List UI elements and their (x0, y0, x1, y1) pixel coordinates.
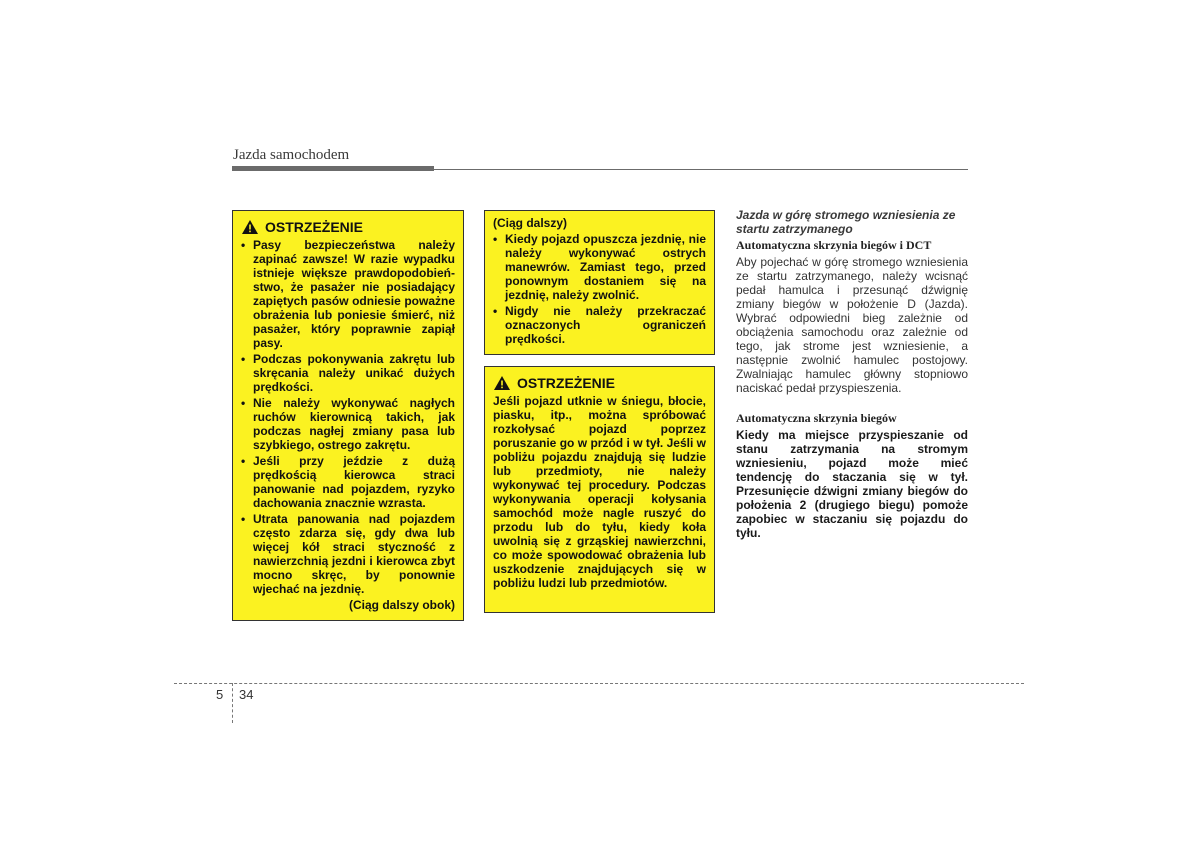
footer-rule (174, 683, 1024, 684)
list-item: • Nigdy nie należy przekraczać oznaczonych ograniczeń prędkości. (493, 304, 706, 346)
footer-vertical-rule (232, 683, 233, 723)
warning-title (493, 375, 706, 391)
subsection-title-auto-dct: Automatyczna skrzynia biegów i DCT (736, 238, 932, 252)
list-item: • Kiedy pojazd opuszcza jezdnię, nie należy wykonywać ostrych manewrów. Zamiast tego, przed ponownym dostaniem się na jezdnię, należy zwolnić. (493, 232, 706, 302)
warning-triangle-icon (493, 375, 511, 391)
section-title: Jazda w górę stromego wzniesienia ze startu zatrzymanego (736, 208, 956, 236)
hill-start-section (736, 208, 968, 540)
continued-header: (Ciąg dalszy) (493, 216, 568, 230)
page-number: 34 (239, 687, 254, 702)
warning-text: Jeśli pojazd utknie w śniegu, błocie, piasku, itp., można spróbować rozkołysać pojazd poprzez poruszanie go w przód i w tył. Jeśli w pobliżu pojazdu znajdują się ludzie lub przedmioty, nie należy wykonywać tej procedury. Podczas wykonywania operacji kołysania samochód może nagle ruszyć do przodu lub do tyłu, kiedy koła uwolnią się z grząskiej nawierzchni, co może spowodować obrażenia lub uszkodzenie znajdujących się w pobliżu ludzi lub przedmiotów. (493, 394, 706, 590)
paragraph-auto-dct: Aby pojechać w górę stromego wzniesienia ze startu zatrzymanego, należy wcisnąć pedał hamulca i przesunąć dźwignię zmiany biegów w położenie D (Jazda). Wybrać odpowiedni bieg zależnie od obciążenia samochodu oraz zależnie od tego, jak strome jest wzniesienie, a następnie zwolnić hamulec postojowy. Zwalniając hamulec główny stopniowo naciskać pedał przyspieszenia. (736, 255, 968, 395)
list-item: • Pasy bezpieczeństwa należy zapinać zawsze! W razie wypadku istnieje większe prawdopodobień-stwo, że pasażer nie posiadający zapiętych pasów odniesie poważne obrażenia lub poniesie śmierć, niż pasażer, który poprawnie zapiął pasy. (241, 238, 455, 350)
warning-list (493, 232, 706, 346)
page-header-title: Jazda samochodem (233, 147, 350, 163)
warning-title (241, 219, 455, 235)
list-item: • Jeśli przy jeździe z dużą prędkością kierowca straci panowanie nad pojazdem, ryzyko dachowania znacznie wzrasta. (241, 454, 455, 510)
warning-box-stuck-vehicle (484, 366, 715, 613)
chapter-number: 5 (216, 687, 224, 702)
warning-box-continued (484, 210, 715, 355)
subsection-title-auto: Automatyczna skrzynia biegów (736, 411, 897, 425)
header-rule-thick (232, 166, 434, 171)
warning-list (241, 238, 455, 596)
warning-title-text: OSTRZEŻENIE (265, 219, 364, 235)
warning-box-seatbelts (232, 210, 464, 621)
list-item: • Podczas pokonywania zakrętu lub skręcania należy unikać dużych prędkości. (241, 352, 455, 394)
warning-title-text: OSTRZEŻENIE (517, 375, 616, 391)
header-rule-thin (434, 169, 968, 170)
list-item: • Nie należy wykonywać nagłych ruchów kierownicą takich, jak podczas nagłej zmiany pasa lub szybkiego, ostrego zakrętu. (241, 396, 455, 452)
continued-note: (Ciąg dalszy obok) (348, 598, 455, 612)
list-item: • Utrata panowania nad pojazdem często zdarza się, gdy dwa lub więcej kół straci styczność z nawierzchnią jezdni i kierowca zbyt mocno skręc, by ponownie wjechać na jezdnię. (241, 512, 455, 596)
warning-triangle-icon (241, 219, 259, 235)
paragraph-auto: Kiedy ma miejsce przyspieszanie od stanu zatrzymania na stromym wzniesieniu, pojazd może mieć tendencję do staczania się w tył. Przesunięcie dźwigni zmiany biegów do położenia 2 (drugiego biegu) pomoże zapobiec w staczaniu się pojazdu do tyłu. (736, 428, 968, 540)
